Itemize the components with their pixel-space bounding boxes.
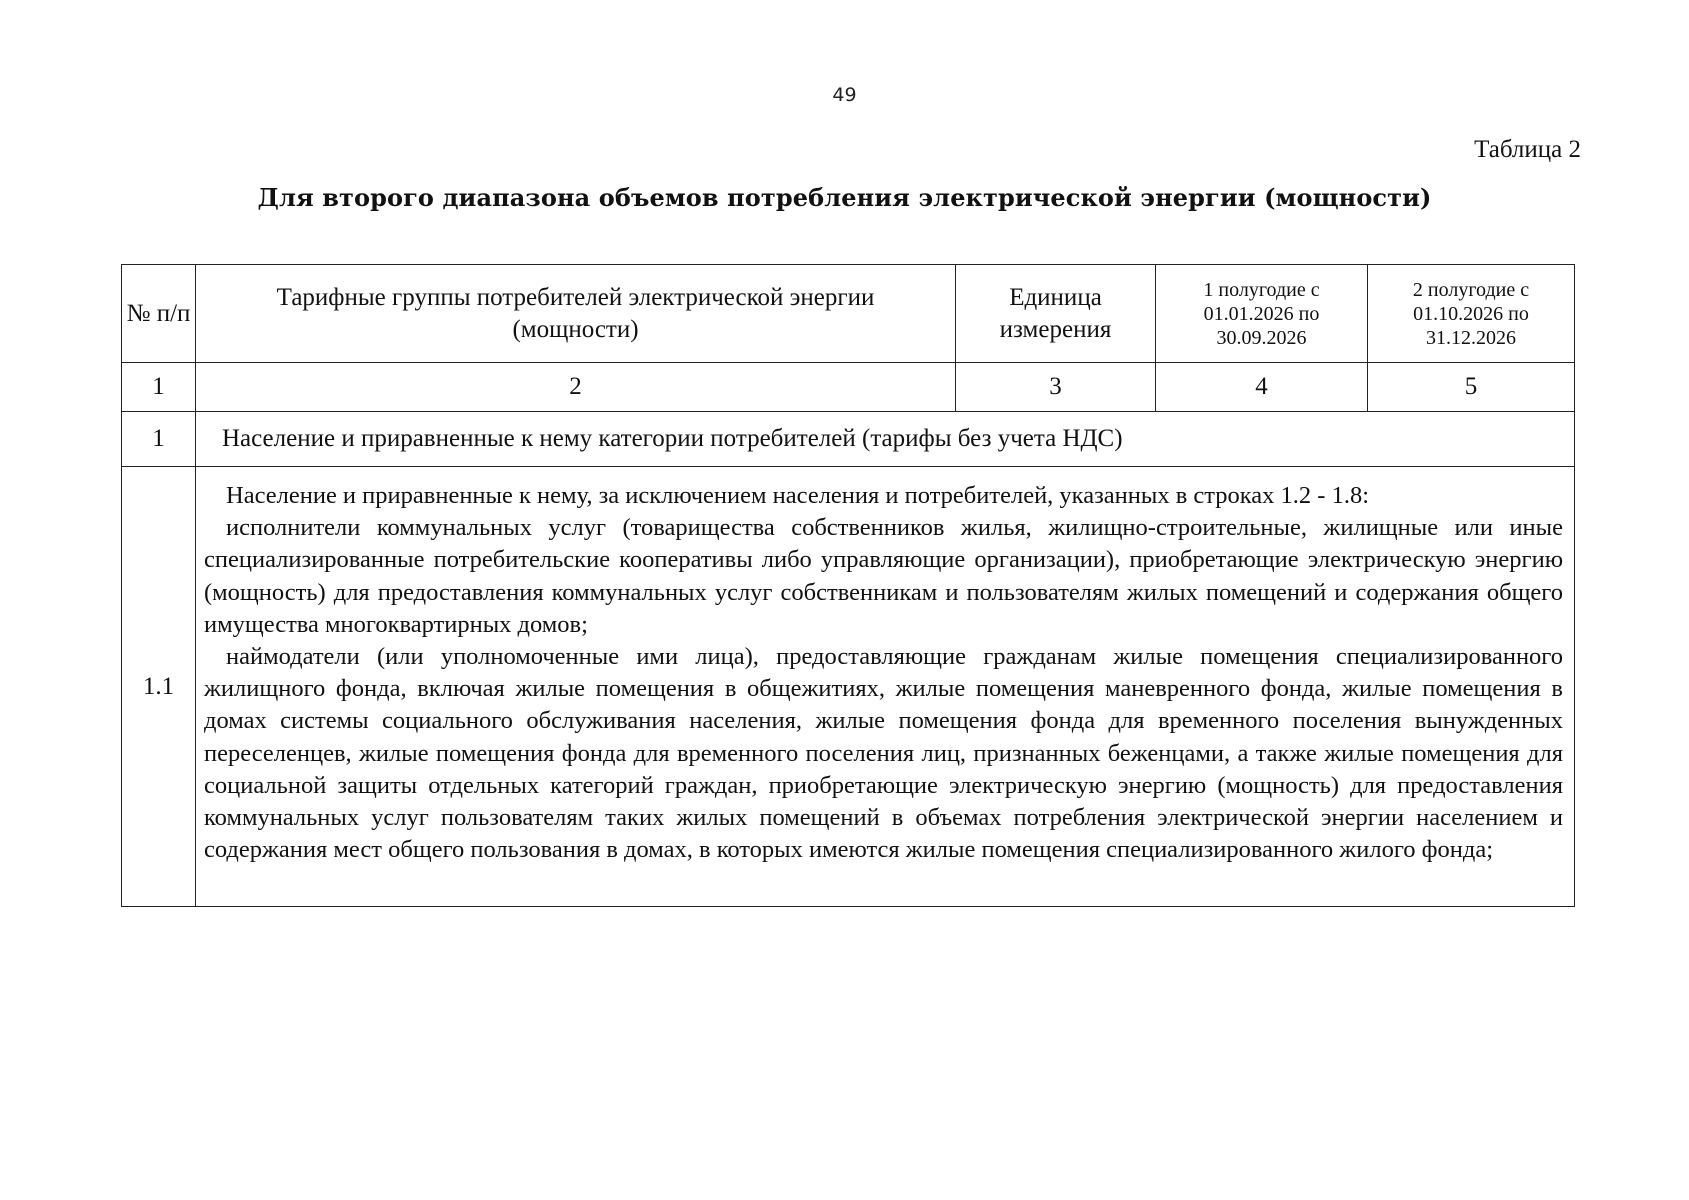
- column-index-cell: 3: [956, 363, 1156, 412]
- page-number: 49: [832, 84, 857, 106]
- column-index-row: [122, 363, 1575, 412]
- section-number: 1: [122, 412, 196, 467]
- row-number: 1.1: [122, 467, 196, 907]
- section-row: [122, 412, 1575, 467]
- header-cell-period-2: 2 полугодие с 01.10.2026 по 31.12.2026: [1368, 265, 1575, 363]
- row-paragraph: исполнители коммунальных услуг (товарищества собственников жилья, жилищно-строительные, жилищные или иные специализированные потребительские кооперативы либо управляющие организации), приобретающие электрическую энергию (мощность) для предоставления коммунальных услуг собственникам и пользователям жилых помещений и содержания общего имущества многоквартирных домов;: [204, 514, 1563, 638]
- table-row: [122, 467, 1575, 907]
- column-index-cell: 2: [196, 363, 956, 412]
- column-index-cell: 1: [122, 363, 196, 412]
- table-header-row: [122, 265, 1575, 363]
- tariff-table: [121, 264, 1575, 907]
- header-cell-number: № п/п: [122, 265, 196, 363]
- table-label: Таблица 2: [1474, 136, 1581, 163]
- section-title: Население и приравненные к нему категории потребителей (тарифы без учета НДС): [196, 412, 1575, 467]
- header-cell-tariff-groups: Тарифные группы потребителей электрической энергии (мощности): [196, 265, 956, 363]
- row-paragraph: Население и приравненные к нему, за исключением населения и потребителей, указанных в строках 1.2 - 1.8:: [226, 482, 1370, 509]
- document-title: Для второго диапазона объемов потребления электрической энергии (мощности): [257, 183, 1432, 212]
- header-cell-unit: Единица измерения: [956, 265, 1156, 363]
- column-index-cell: 5: [1368, 363, 1575, 412]
- header-cell-period-1: 1 полугодие с 01.01.2026 по 30.09.2026: [1156, 265, 1368, 363]
- row-paragraph: наймодатели (или уполномоченные ими лица), предоставляющие гражданам жилые помещения специализированного жилищного фонда, включая жилые помещения в общежитиях, жилые помещения маневренного фонда, жилые помещения в домах системы социального обслуживания населения, жилые помещения фонда для временного поселения вынужденных переселенцев, жилые помещения фонда для временного поселения лиц, признанных беженцами, а также жилые помещения для социальной защиты отдельных категорий граждан, приобретающие электрическую энергию (мощность) для предоставления коммунальных услуг пользователям таких жилых помещений в объемах потребления электрической энергии населением и содержания мест общего пользования в домах, в которых имеются жилые помещения специализированного жилого фонда;: [204, 643, 1563, 864]
- row-description: [196, 467, 1575, 907]
- column-index-cell: 4: [1156, 363, 1368, 412]
